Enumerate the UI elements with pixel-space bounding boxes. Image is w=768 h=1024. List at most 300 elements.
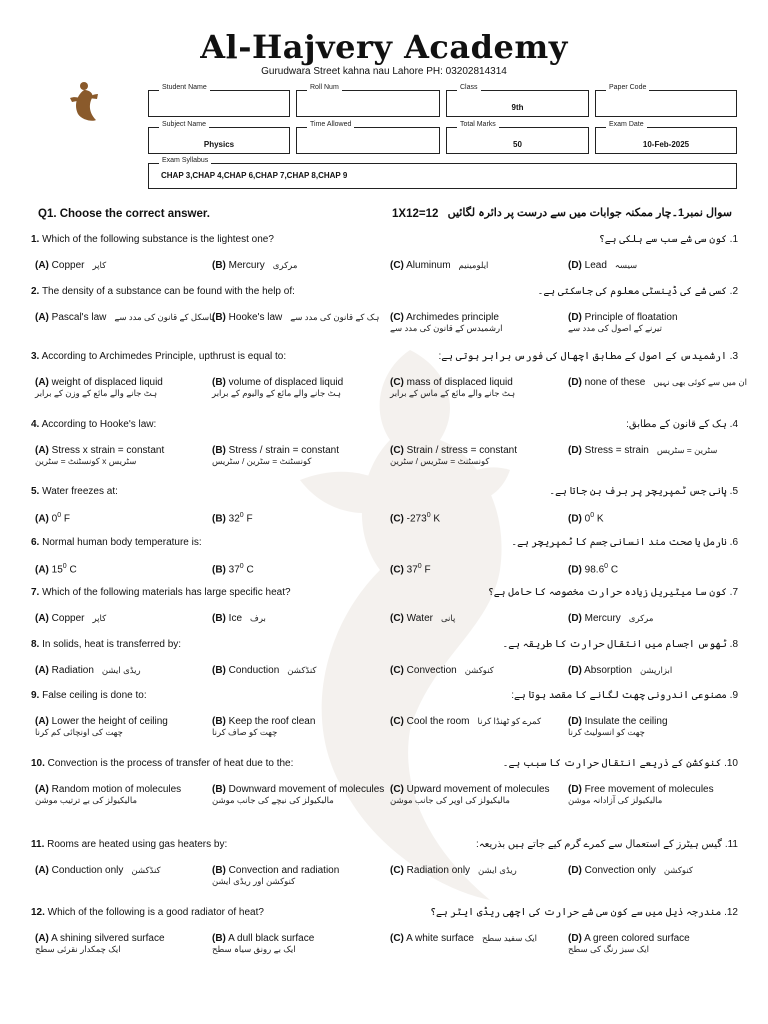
answer-option[interactable] [568,933,690,955]
option-english: Upward movement of molecules [403,784,550,795]
section-heading: Q1. Choose the correct answer. [38,208,210,220]
option-text [390,665,494,676]
question-number: 8. [31,639,40,650]
degree-superscript: 0 [604,563,609,570]
option-urdu: ایک سفید سطح [481,933,538,943]
option-text [212,260,297,271]
question-text [31,907,264,918]
option-key: (B) [212,613,226,624]
answer-option[interactable] [35,377,163,399]
option-key: (C) [390,613,404,624]
option-english: Stress / strain = constant [225,445,339,456]
question-english: Rooms are heated using gas heaters by: [44,839,228,850]
option-english: Mercury [581,613,621,624]
option-key: (A) [35,564,49,576]
option-urdu: کمرے کو ٹھنڈا کرنا [477,716,542,726]
option-text [390,613,455,624]
option-english: Mercury [225,260,265,271]
question-text [31,639,181,650]
answer-option[interactable] [390,865,517,876]
question-text [31,839,227,850]
option-text [390,933,537,944]
answer-option[interactable] [212,445,339,467]
option-text [568,512,604,524]
question-number: 3. [31,351,40,362]
option-english: A green colored surface [581,933,690,944]
option-text [568,716,668,727]
option-key: (C) [390,312,404,323]
option-key: (A) [35,933,49,944]
dervish-logo-icon [66,80,102,124]
option-key: (D) [568,513,582,525]
question-urdu: 8. ٹھوس اجسام میں انتقال حرارت کا طریقہ ہے۔ [502,639,738,650]
answer-option[interactable] [390,512,440,524]
question-number: 12. [31,907,45,918]
option-text [568,260,637,271]
option-urdu: ہٹ جانے والے مائع کے وزن کے برابر [35,388,158,398]
degree-superscript: 0 [57,512,62,519]
option-urdu: سٹرین = سٹریس [656,445,718,455]
student-name-label: Student Name [159,84,210,91]
option-text [212,665,316,676]
option-key: (B) [212,665,226,676]
question-english: Which of the following is a good radiator of heat? [44,907,264,918]
option-text [390,260,488,271]
question-text [31,419,156,430]
question-number: 10. [31,758,45,769]
option-urdu: چھت کی اونچائی کم کرنا [35,727,123,737]
option-key: (B) [212,377,226,388]
answer-option[interactable] [35,512,70,524]
option-urdu: ہٹ جانے والے مائع کے والیوم کے برابر [212,388,341,398]
question-number: 7. [31,587,40,598]
option-urdu: چھت کو صاف کرنا [212,727,278,737]
option-key: (C) [390,260,404,271]
option-urdu: تیرنے کے اصول کی مدد سے [568,323,662,333]
option-urdu: ان میں سے کوئی بھی نہیں [653,377,748,387]
question-text [31,286,295,297]
total-marks-field[interactable] [446,121,589,154]
answer-option[interactable] [212,613,266,624]
question-number: 6. [31,537,40,548]
answer-option[interactable] [390,933,537,944]
answer-option[interactable] [212,784,384,806]
option-english: -273 [403,513,427,525]
option-text [212,865,339,876]
option-text [35,613,106,624]
option-urdu: ایک بے رونق سیاہ سطح [212,944,296,954]
answer-option[interactable] [35,665,141,676]
answer-option[interactable] [35,312,214,323]
answer-option[interactable] [390,716,541,727]
option-key: (B) [212,312,226,323]
degree-superscript: 0 [417,563,422,570]
option-text [212,563,254,575]
question-number: 9. [31,690,40,701]
academy-address: Gurudwara Street kahna nau Lahore PH: 03202814314 [261,66,507,77]
question-urdu: 2. کسی شے کی ڈینسٹی معلوم کی جاسکتی ہے۔ [537,286,738,297]
class-label: Class [457,84,481,91]
question-urdu: 6. نارمل یا صحت مند انسانی جسم کا ٹمپریچر ہے۔ [511,537,738,548]
answer-option[interactable] [568,377,747,388]
option-english: A white surface [403,933,474,944]
answer-option[interactable] [212,865,339,887]
option-english: Radiation only [403,865,471,876]
option-english: 37 [403,564,418,576]
answer-option[interactable] [568,312,678,334]
option-text [35,377,163,388]
exam-date-value: 10-Feb-2025 [642,140,690,149]
exam-date-label: Exam Date [606,121,647,128]
option-key: (A) [35,312,49,323]
student-name-field[interactable] [148,84,290,117]
answer-option[interactable] [568,716,668,738]
option-english: Water [403,613,433,624]
answer-option[interactable] [390,377,515,399]
option-english: Absorption [581,665,632,676]
option-text [35,716,168,727]
option-unit: K [594,513,604,525]
roll-num-field[interactable] [296,84,440,117]
answer-option[interactable] [390,665,494,676]
option-key: (C) [390,716,404,727]
answer-option[interactable] [390,312,502,334]
option-key: (A) [35,865,49,876]
question-text [31,486,118,497]
option-key: (C) [390,445,404,456]
option-english: Conduction [225,665,280,676]
exam-date-field[interactable] [595,121,737,154]
degree-superscript: 0 [590,512,595,519]
question-number: 5. [31,486,40,497]
answer-option[interactable] [35,445,164,467]
academy-title: Al-Hajvery Academy [200,28,568,66]
option-key: (D) [568,716,582,727]
option-urdu: کنوکشن [663,865,693,875]
option-text [568,613,653,624]
option-key: (D) [568,312,582,323]
option-text [212,613,266,624]
option-english: none of these [581,377,646,388]
degree-superscript: 0 [239,512,244,519]
option-key: (A) [35,665,49,676]
answer-option[interactable] [568,665,672,676]
option-text [568,445,717,456]
option-key: (A) [35,613,49,624]
option-text [212,312,379,323]
question-english: In solids, heat is transferred by: [39,639,182,650]
option-text [390,784,550,795]
option-text [390,377,515,388]
answer-option[interactable] [212,312,379,323]
option-urdu: ایک چمکدار نقرئی سطح [35,944,121,954]
question-english: False ceiling is done to: [39,690,147,701]
option-english: Ice [225,613,243,624]
option-unit: C [66,564,77,576]
question-number: 11. [31,839,45,850]
option-key: (B) [212,445,226,456]
question-urdu: 10. کنوکشن کے ذریعے انتقال حرارت کا سبب ہے۔ [502,758,738,769]
option-key: (C) [390,865,404,876]
answer-option[interactable] [212,260,297,271]
option-english: Convection only [581,865,656,876]
answer-option[interactable] [390,260,488,271]
question-text [31,690,147,701]
exam-syllabus-value: CHAP 3,CHAP 4,CHAP 6,CHAP 7,CHAP 8,CHAP 9 [161,171,348,180]
option-english: Cool the room [403,716,470,727]
total-marks-value: 50 [513,140,522,149]
option-key: (C) [390,933,404,944]
question-english: The density of a substance can be found with the help of: [39,286,295,297]
question-text [31,758,293,769]
answer-option[interactable] [212,512,253,524]
option-key: (A) [35,260,49,271]
option-urdu: مالیکیولز کی نیچے کی جانب موشن [212,795,334,805]
option-text [390,512,440,524]
option-english: Insulate the ceiling [581,716,668,727]
option-english: Copper [48,260,85,271]
option-text [568,665,672,676]
option-text [212,933,314,944]
option-text [568,933,690,944]
option-text [212,716,315,727]
option-text [35,512,70,524]
time-allowed-field[interactable] [296,121,440,154]
option-text [212,445,339,456]
time-allowed-label: Time Allowed [307,121,354,128]
exam-syllabus-field[interactable] [148,157,737,189]
option-urdu: ریڈی ایشن [478,865,517,875]
option-english: 32 [225,513,240,525]
question-urdu: 3. ارشمیدس کے اصول کے مطابق اچھال کی فورس برابر ہوتی ہے: [438,351,738,362]
option-urdu: ایک سبز رنگ کی سطح [568,944,649,954]
question-english: Water freezes at: [39,486,118,497]
option-key: (B) [212,716,226,727]
option-urdu: مرکری [272,260,298,270]
section-urdu-heading: سوال نمبر1۔چار ممکنہ جوابات میں سے درست پر دائرہ لگائیں [447,207,732,219]
answer-option[interactable] [212,665,316,676]
answer-option[interactable] [35,563,77,575]
option-text [35,563,77,575]
answer-option[interactable] [35,784,181,806]
option-urdu: مالیکیولز کی اوپر کی جانب موشن [390,795,510,805]
question-urdu: 11. گیس ہیٹرز کے استعمال سے کمرے گرم کیے جاتے ہیں بذریعہ: [476,839,738,850]
option-english: Downward movement of molecules [225,784,385,795]
option-unit: C [608,564,619,576]
option-english: A dull black surface [225,933,315,944]
option-urdu: ہٹ جانے والے مائع کے ماس کے برابر [390,388,516,398]
subject-name-value: Physics [203,140,235,149]
option-key: (D) [568,865,582,876]
option-key: (D) [568,665,582,676]
option-english: Lead [581,260,607,271]
option-english: Aluminum [403,260,451,271]
option-urdu: کنڈکشن [287,665,317,675]
option-text [568,377,747,388]
question-number: 1. [31,234,40,245]
answer-option[interactable] [212,716,315,738]
answer-option[interactable] [212,563,254,575]
option-english: Strain / stress = constant [403,445,517,456]
total-marks-label: Total Marks [457,121,499,128]
answer-option[interactable] [212,377,343,399]
question-urdu: 7. کون سا میٹیریل زیادہ حرارت مخصوصہ کا حامل ہے؟ [487,587,738,598]
option-key: (D) [568,445,582,456]
option-urdu: ایلومینیم [458,260,489,270]
option-urdu: کاپر [92,613,107,623]
option-text [35,784,181,795]
class-field[interactable] [446,84,589,117]
option-urdu: چھت کو انسولیٹ کرنا [568,727,645,737]
option-key: (D) [568,933,582,944]
option-english: Radiation [48,665,94,676]
question-english: According to Hooke's law: [39,419,157,430]
option-text [35,665,141,676]
degree-superscript: 0 [62,563,67,570]
option-key: (B) [212,513,226,525]
answer-option[interactable] [390,563,431,575]
option-english: weight of displaced liquid [48,377,163,388]
option-english: Hooke's law [225,312,283,323]
answer-option[interactable] [35,716,168,738]
option-english: Convection [403,665,457,676]
option-english: Archimedes principle [403,312,499,323]
degree-superscript: 0 [426,512,431,519]
option-text [568,865,693,876]
question-urdu: 5. پانی جس ٹمپریچر پر برف بن جاتا ہے۔ [549,486,738,497]
question-english: Which of the following materials has large specific heat? [39,587,291,598]
option-english: Pascal's law [48,312,107,323]
degree-superscript: 0 [239,563,244,570]
paper-code-label: Paper Code [606,84,649,91]
question-text [31,234,274,245]
option-key: (B) [212,784,226,795]
option-key: (A) [35,445,49,456]
answer-option[interactable] [568,563,618,575]
answer-option[interactable] [568,512,604,524]
option-urdu: کونسٹنٹ = سٹرین x سٹریس [35,456,137,466]
question-english: Convection is the process of transfer of heat due to the: [44,758,294,769]
option-urdu: کنوکشن اور ریڈی ایشن [212,876,296,886]
option-text [212,377,343,388]
option-urdu: مرکری [628,613,654,623]
option-key: (B) [212,564,226,576]
exam-syllabus-label: Exam Syllabus [159,157,211,164]
option-key: (C) [390,784,404,795]
option-text [390,563,431,575]
option-english: Keep the roof clean [225,716,316,727]
option-key: (C) [390,377,404,388]
option-key: (C) [390,564,404,576]
option-urdu: کونسٹنٹ = سٹریس / سٹرین [390,456,490,466]
answer-option[interactable] [568,260,637,271]
answer-option[interactable] [212,933,314,955]
section-marks: 1X12=12 [392,208,439,220]
option-key: (D) [568,377,582,388]
option-english: Lower the height of ceiling [48,716,168,727]
question-text [31,537,202,548]
option-english: 15 [48,564,63,576]
answer-option[interactable] [568,445,717,456]
answer-option[interactable] [568,865,693,876]
option-english: Stress = strain [581,445,649,456]
option-urdu: کاپر [92,260,107,270]
option-key: (C) [390,665,404,676]
option-urdu: کونسٹنٹ = سٹرین / سٹریس [212,456,312,466]
option-urdu: مالیکیولز کی بے ترتیب موشن [35,795,138,805]
option-key: (A) [35,513,49,525]
option-urdu: برف [250,613,266,623]
option-text [568,563,618,575]
answer-option[interactable] [35,613,106,624]
option-urdu: مالیکیولز کی آزادانہ موشن [568,795,663,805]
option-text [35,933,165,944]
paper-code-field[interactable] [595,84,737,117]
option-english: Convection and radiation [225,865,340,876]
answer-option[interactable] [568,784,714,806]
option-text [390,716,541,727]
option-urdu: ابزارپشن [639,665,673,675]
question-number: 4. [31,419,40,430]
option-english: 0 [48,513,58,525]
answer-option[interactable] [35,933,165,955]
question-text [31,351,286,362]
option-urdu: ریڈی ایشن [101,665,141,675]
option-key: (D) [568,784,582,795]
question-urdu: 9. مصنوعی اندرونی چھت لگانے کا مقصد ہوتا ہے: [511,690,738,701]
question-english: Which of the following substance is the lightest one? [39,234,274,245]
option-unit: F [61,513,71,525]
option-unit: C [243,564,254,576]
option-text [390,865,517,876]
option-text [390,445,517,456]
option-text [212,512,253,524]
option-text [390,312,502,323]
option-urdu: سیسہ [614,260,638,270]
subject-name-label: Subject Name [159,121,209,128]
question-english: Normal human body temperature is: [39,537,202,548]
option-urdu: پاسکل کے قانون کی مدد سے [114,312,215,322]
option-text [35,445,164,456]
option-key: (D) [568,260,582,271]
option-urdu: پانی [440,613,456,623]
option-english: Conduction only [48,865,124,876]
option-text [35,865,161,876]
question-text [31,587,291,598]
option-text [212,784,384,795]
option-english: Principle of floatation [581,312,678,323]
option-key: (B) [212,865,226,876]
roll-num-label: Roll Num [307,84,342,91]
option-key: (A) [35,784,49,795]
answer-option[interactable] [35,865,161,876]
option-key: (B) [212,933,226,944]
option-key: (B) [212,260,226,271]
answer-option[interactable] [35,260,106,271]
option-english: A shining silvered surface [48,933,165,944]
answer-option[interactable] [390,784,550,806]
subject-name-field[interactable] [148,121,290,154]
answer-option[interactable] [390,613,455,624]
option-english: Copper [48,613,85,624]
option-english: Random motion of molecules [48,784,182,795]
answer-option[interactable] [390,445,517,467]
answer-option[interactable] [568,613,653,624]
option-key: (A) [35,716,49,727]
option-english: 37 [225,564,240,576]
option-urdu: کنوکشن [464,665,494,675]
option-key: (D) [568,564,582,576]
